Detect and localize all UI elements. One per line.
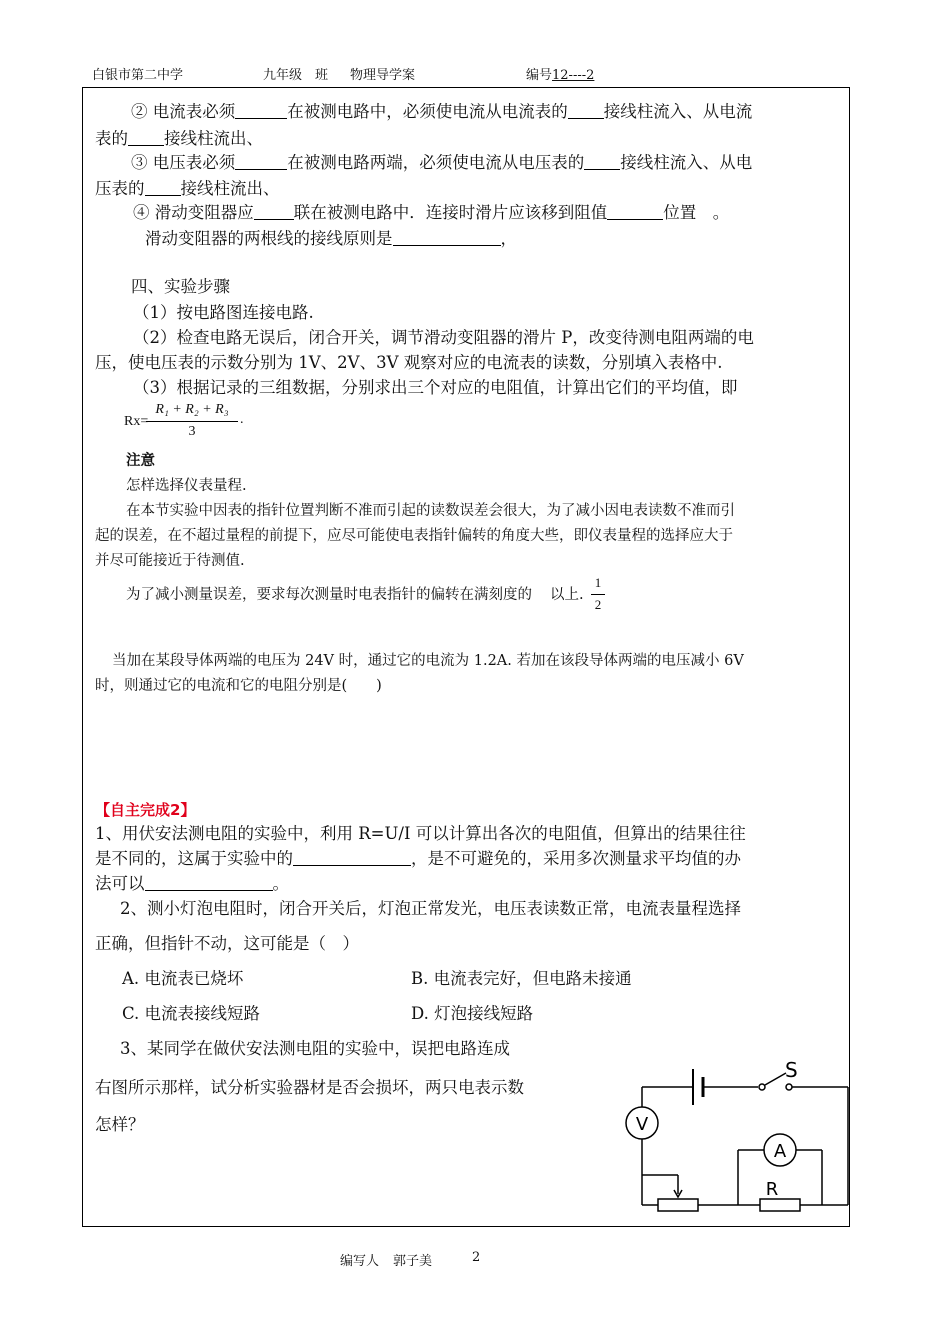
question-3-line1: 3、某同学在做伏安法测电阻的实验中，误把电路连成 — [120, 1039, 510, 1058]
text: 联在被测电路中．连接时滑片应该移到阻值 — [293, 203, 608, 222]
section-title-steps: 四、实验步骤 — [131, 277, 230, 296]
text: 位置 。 — [663, 203, 730, 222]
page-number: 2 — [472, 1250, 481, 1265]
item-ammeter-line1 — [131, 101, 752, 123]
text: ③ 电压表必须 — [131, 153, 236, 172]
option-c: C. 电流表接线短路 — [122, 1004, 261, 1023]
text: 接线柱流出、 — [164, 129, 263, 148]
text: 接线柱流出、 — [180, 179, 280, 198]
text: 法可以 — [95, 874, 145, 893]
self-completion-title: 【自主完成2】 — [95, 801, 196, 819]
question-3-line3: 怎样？ — [95, 1115, 145, 1134]
note-line5 — [126, 585, 584, 605]
question-2-line1: 2、测小灯泡电阻时，闭合开关后，灯泡正常发光，电压表读数正常，电流表量程选择 — [120, 899, 741, 918]
step-3: （3）根据记录的三组数据，分别求出三个对应的电阻值，计算出它们的平均值，即 — [133, 378, 738, 397]
text: ④ 滑动变阻器应 — [133, 203, 254, 222]
text: 在被测电路两端，必须使电流从电压表的 — [287, 153, 585, 172]
item-ammeter-line2 — [95, 128, 263, 150]
formula-end: . — [240, 412, 244, 427]
resistor-label: R — [765, 1179, 779, 1200]
text: 接线柱流入、从电流 — [603, 102, 753, 121]
text: 为了减小测量误差，要求每次测量时电表指针的偏转在满刻度的 — [126, 587, 532, 603]
fraction-bar — [146, 421, 238, 422]
question-1-line3 — [95, 873, 289, 895]
text: 以上. — [550, 587, 584, 603]
note-line2: 在本节实验中因表的指针位置判断不准而引起的读数误差会很大，为了减小因电表读数不准而引 — [126, 503, 735, 519]
blank — [235, 154, 287, 170]
text: ， — [500, 229, 517, 248]
note-line4: 并尽可能接近于待测值. — [95, 553, 245, 569]
option-d: D. 灯泡接线短路 — [411, 1004, 534, 1023]
text: 接线柱流入、从电 — [620, 153, 753, 172]
question-0-line1: 当加在某段导体两端的电压为 24V 时，通过它的电流为 1.2A. 若加在该段导体两端的电压减小 6V — [112, 653, 744, 669]
formula-lhs: Rx= — [124, 414, 149, 429]
formula-numerator: R₁ + R₂ + R₃ — [155, 402, 229, 417]
step-2-line2: 压，使电压表的示数分别为 1V、2V、3V 观察对应的电流表的读数，分别填入表格中. — [95, 353, 723, 372]
item-rheostat — [133, 202, 729, 224]
subject-title: 物理导学案 — [350, 68, 416, 83]
half-numerator: 1 — [594, 575, 602, 590]
doc-code-value: 12----2 — [552, 68, 595, 83]
question-3-line2: 右图所示那样，试分析实验器材是否会损坏，两只电表示数 — [95, 1078, 524, 1097]
option-a: A. 电流表已烧坏 — [122, 969, 244, 988]
question-1-line1: 1、用伏安法测电阻的实验中，利用 R=U/I 可以计算出各次的电阻值，但算出的结果往往 — [95, 824, 746, 843]
school-name: 白银市第二中学 — [92, 68, 184, 83]
grade-class: 九年级 班 — [263, 68, 329, 83]
note-line1: 怎样选择仪表量程. — [126, 478, 247, 494]
blank — [145, 180, 181, 196]
text: ，是不可避免的，采用多次测量求平均值的办 — [411, 849, 741, 868]
doc-code — [526, 64, 594, 83]
text: 表的 — [95, 129, 128, 148]
blank — [293, 850, 411, 866]
ammeter-label: A — [773, 1141, 787, 1162]
question-1-line2 — [95, 848, 741, 870]
formula-denominator: 3 — [188, 424, 196, 439]
blank — [568, 103, 604, 119]
author-name: 郭子美 — [393, 1254, 433, 1269]
text: 压表的 — [95, 179, 145, 198]
fraction-bar — [591, 594, 605, 595]
switch-label: S — [785, 1058, 798, 1082]
item-wiring-principle — [145, 228, 517, 250]
text: 在被测电路中，必须使电流从电流表的 — [287, 102, 568, 121]
step-2-line1: （2）检查电路无误后，闭合开关，调节滑动变阻器的滑片 P，改变待测电阻两端的电 — [133, 328, 754, 347]
blank — [254, 204, 294, 220]
option-b: B. 电流表完好，但电路未接通 — [411, 969, 632, 988]
blank — [393, 230, 501, 246]
text: 是不同的，这属于实验中的 — [95, 849, 293, 868]
text: 。 — [272, 874, 289, 893]
blank — [584, 154, 620, 170]
blank — [145, 875, 273, 891]
half-denominator: 2 — [594, 597, 602, 612]
circuit-diagram — [600, 1055, 850, 1225]
blank — [607, 204, 663, 220]
text: 滑动变阻器的两根线的接线原则是 — [145, 229, 393, 248]
blank — [235, 103, 287, 119]
voltmeter-label: V — [635, 1114, 649, 1135]
item-voltmeter-line1 — [131, 152, 752, 174]
item-voltmeter-line2 — [95, 178, 280, 200]
text: ② 电流表必须 — [131, 102, 236, 121]
author-label: 编写人 — [340, 1254, 380, 1269]
note-title: 注意 — [126, 453, 155, 469]
blank — [128, 130, 164, 146]
note-line3: 起的误差，在不超过量程的前提下，应尽可能使电表指针偏转的角度大些，即仪表量程的选择应大于 — [95, 528, 733, 544]
question-2-line2: 正确，但指针不动，这可能是（ ） — [95, 934, 359, 953]
question-0-line2: 时，则通过它的电流和它的电阻分别是( ) — [95, 678, 382, 694]
doc-code-label: 编号 — [526, 68, 553, 83]
step-1: （1）按电路图连接电路. — [133, 303, 314, 322]
